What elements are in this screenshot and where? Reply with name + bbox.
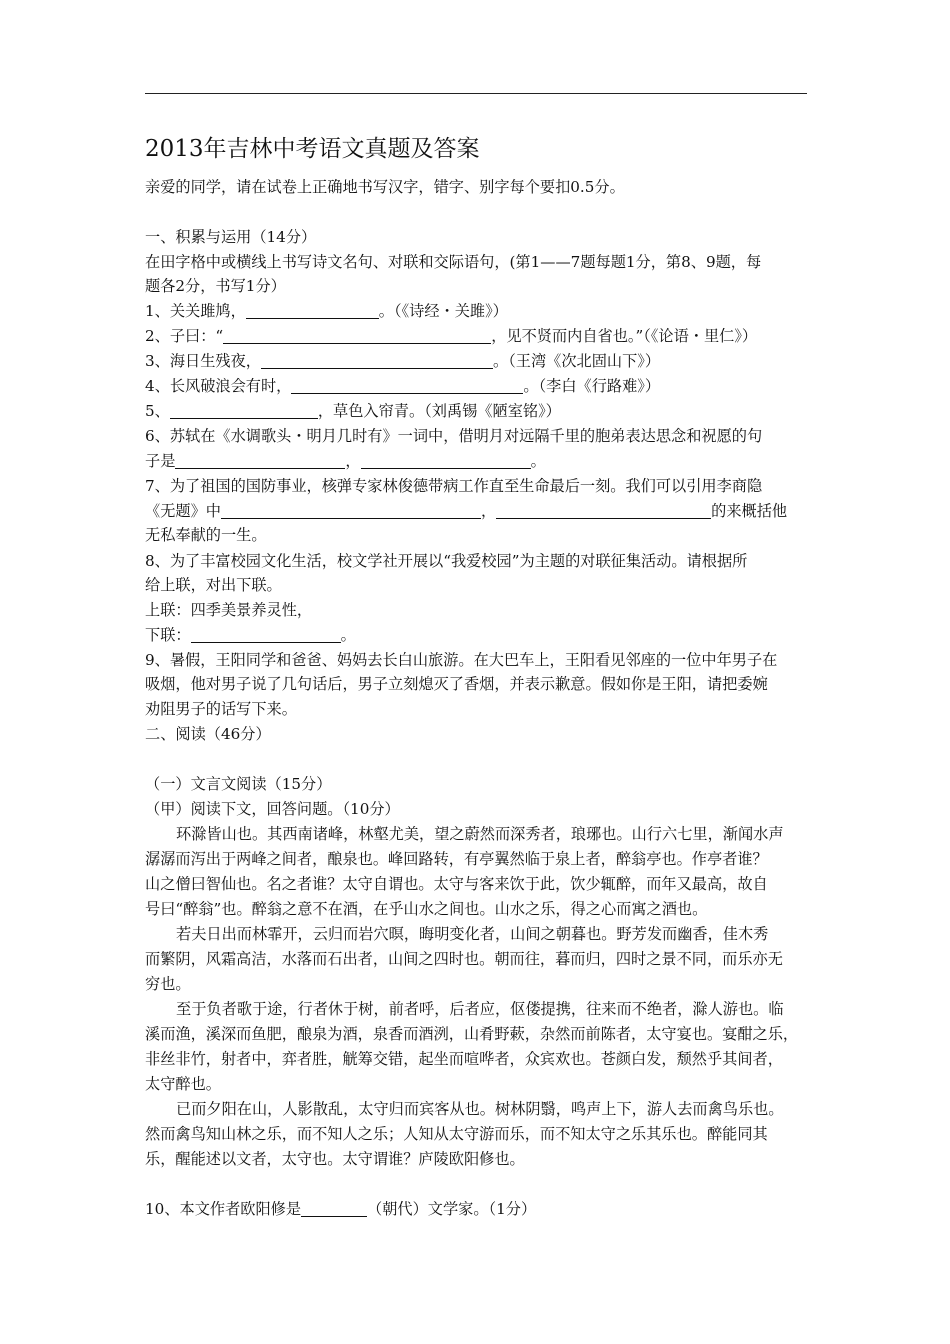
question-6: 6、苏轼在《水调歌头・明月几时有》一词中，借明月对远隔千里的胞弟表达思念和祝愿的句 [145,427,763,445]
answer-blank[interactable] [361,452,531,469]
question-9-cont: 吸烟，他对男子说了几句话后，男子立刻熄灭了香烟，并表示歉意。假如你是王阳，请把委婉 [145,675,768,693]
section1-heading: 一、积累与运用（14分） [145,228,317,246]
question-5-prompt: 5、 [145,402,170,420]
question-7-cont: 《无题》中 ， 的来概括他 [145,502,788,520]
couplet-upper: 上联：四季美景养灵性， [145,601,313,619]
passage-line: 至于负者歌于途，行者休于树，前者呼，后者应，伛偻提携，往来而不绝者，滁人游也。临 [176,1000,784,1018]
passage-line: 然而禽鸟知山林之乐，而不知人之乐；人知从太守游而乐，而不知太守之乐其乐也。醉能同其 [145,1125,768,1143]
question-5-source: ，草色入帘青。（刘禹锡《陋室铭》） [317,402,561,420]
passage-line: 号曰“醉翁”也。醉翁之意不在酒，在乎山水之间也。山水之乐，得之心而寓之酒也。 [145,900,708,918]
couplet-lower: 下联： 。 [145,626,356,644]
answer-blank[interactable] [191,626,341,643]
passage-line: 溪而渔，溪深而鱼肥，酿泉为酒，泉香而酒洌，山肴野蔌，杂然而前陈者，太守宴也。宴酣之乐， [145,1025,799,1043]
question-4-prompt: 4、长风破浪会有时， [145,377,292,395]
answer-blank[interactable] [170,402,318,419]
section1-instruction-cont: 题各2分，书写1分） [145,277,286,295]
question-5 [145,399,561,423]
question-8: 8、为了丰富校园文化生活，校文学社开展以“我爱校园”为主题的对联征集活动。请根据所 [145,552,748,570]
question-1-source: 。（《诗经・关雎》） [378,302,508,320]
question-9: 9、暑假，王阳同学和爸爸、妈妈去长白山旅游。在大巴车上，王阳看见邻座的一位中年男子在 [145,651,778,669]
question-2 [145,324,757,348]
question-7-end: 无私奉献的一生。 [145,526,267,544]
question-7: 7、为了祖国的国防事业，核弹专家林俊德带病工作直至生命最后一刻。我们可以引用李商隐 [145,477,763,495]
question-4-source: 。（李白《行路难》） [523,377,661,395]
question-3-source: 。（王湾《次北固山下》） [492,352,661,370]
question-3 [145,349,660,373]
part1-subheading: （甲）阅读下文，回答问题。（10分） [145,800,400,818]
passage-line: 环滁皆山也。其西南诸峰，林壑尤美，望之蔚然而深秀者，琅琊也。山行六七里，渐闻水声 [176,825,784,843]
passage-line: 山之僧曰智仙也。名之者谁？太守自谓也。太守与客来饮于此，饮少辄醉，而年又最高，故自 [145,875,768,893]
answer-blank[interactable] [246,302,379,319]
section2-heading: 二、阅读（46分） [145,725,271,743]
question-1 [145,299,508,323]
question-9-end: 劝阻男子的话写下来。 [145,700,297,718]
passage-line: 穷也。 [145,975,191,993]
passage-line: 乐，醒能述以文者，太守也。太守谓谁？庐陵欧阳修也。 [145,1150,525,1168]
passage-line: 而繁阴，风霜高洁，水落而石出者，山间之四时也。朝而往，暮而归，四时之景不同，而乐亦无 [145,950,783,968]
question-8-cont: 给上联，对出下联。 [145,576,282,594]
answer-blank[interactable] [221,502,481,519]
header-rule [145,93,807,94]
passage-line: 非丝非竹，射者中，弈者胜，觥筹交错，起坐而喧哗者，众宾欢也。苍颜白发，颓然乎其间者， [145,1050,783,1068]
answer-blank[interactable] [223,327,491,344]
question-2-prompt: 2、子曰：“ [145,327,224,345]
question-3-prompt: 3、海日生残夜， [145,352,261,370]
passage-line: 潺潺而泻出于两峰之间者，酿泉也。峰回路转，有亭翼然临于泉上者，醉翁亭也。作亭者谁？ [145,850,768,868]
passage-line: 已而夕阳在山，人影散乱，太守归而宾客从也。树林阴翳，鸣声上下，游人去而禽鸟乐也。 [176,1100,784,1118]
question-1-prompt: 1、关关雎鸠， [145,302,246,320]
part1-heading: （一）文言文阅读（15分） [145,775,332,793]
passage-line: 若夫日出而林霏开，云归而岩穴暝，晦明变化者，山间之朝暮也。野芳发而幽香，佳木秀 [176,925,769,943]
question-10: 10、本文作者欧阳修是 （朝代）文学家。（1分） [145,1200,537,1218]
intro-text: 亲爱的同学，请在试卷上正确地书写汉字，错字、别字每个要扣0.5分。 [145,178,625,196]
answer-blank[interactable] [301,1200,367,1217]
answer-blank[interactable] [175,452,345,469]
answer-blank[interactable] [291,377,523,394]
section1-instruction: 在田字格中或横线上书写诗文名句、对联和交际语句，(第1——7题每题1分，第8、9题，每 [145,253,762,271]
answer-blank[interactable] [496,502,711,519]
question-4 [145,374,660,398]
answer-blank[interactable] [261,352,493,369]
passage-line: 太守醉也。 [145,1075,221,1093]
page-title: 2013年吉林中考语文真题及答案 [145,136,480,162]
question-6-cont: 子是 ， 。 [145,452,546,470]
question-2-source: ，见不贤而内自省也。”（《论语・里仁》） [491,327,758,345]
